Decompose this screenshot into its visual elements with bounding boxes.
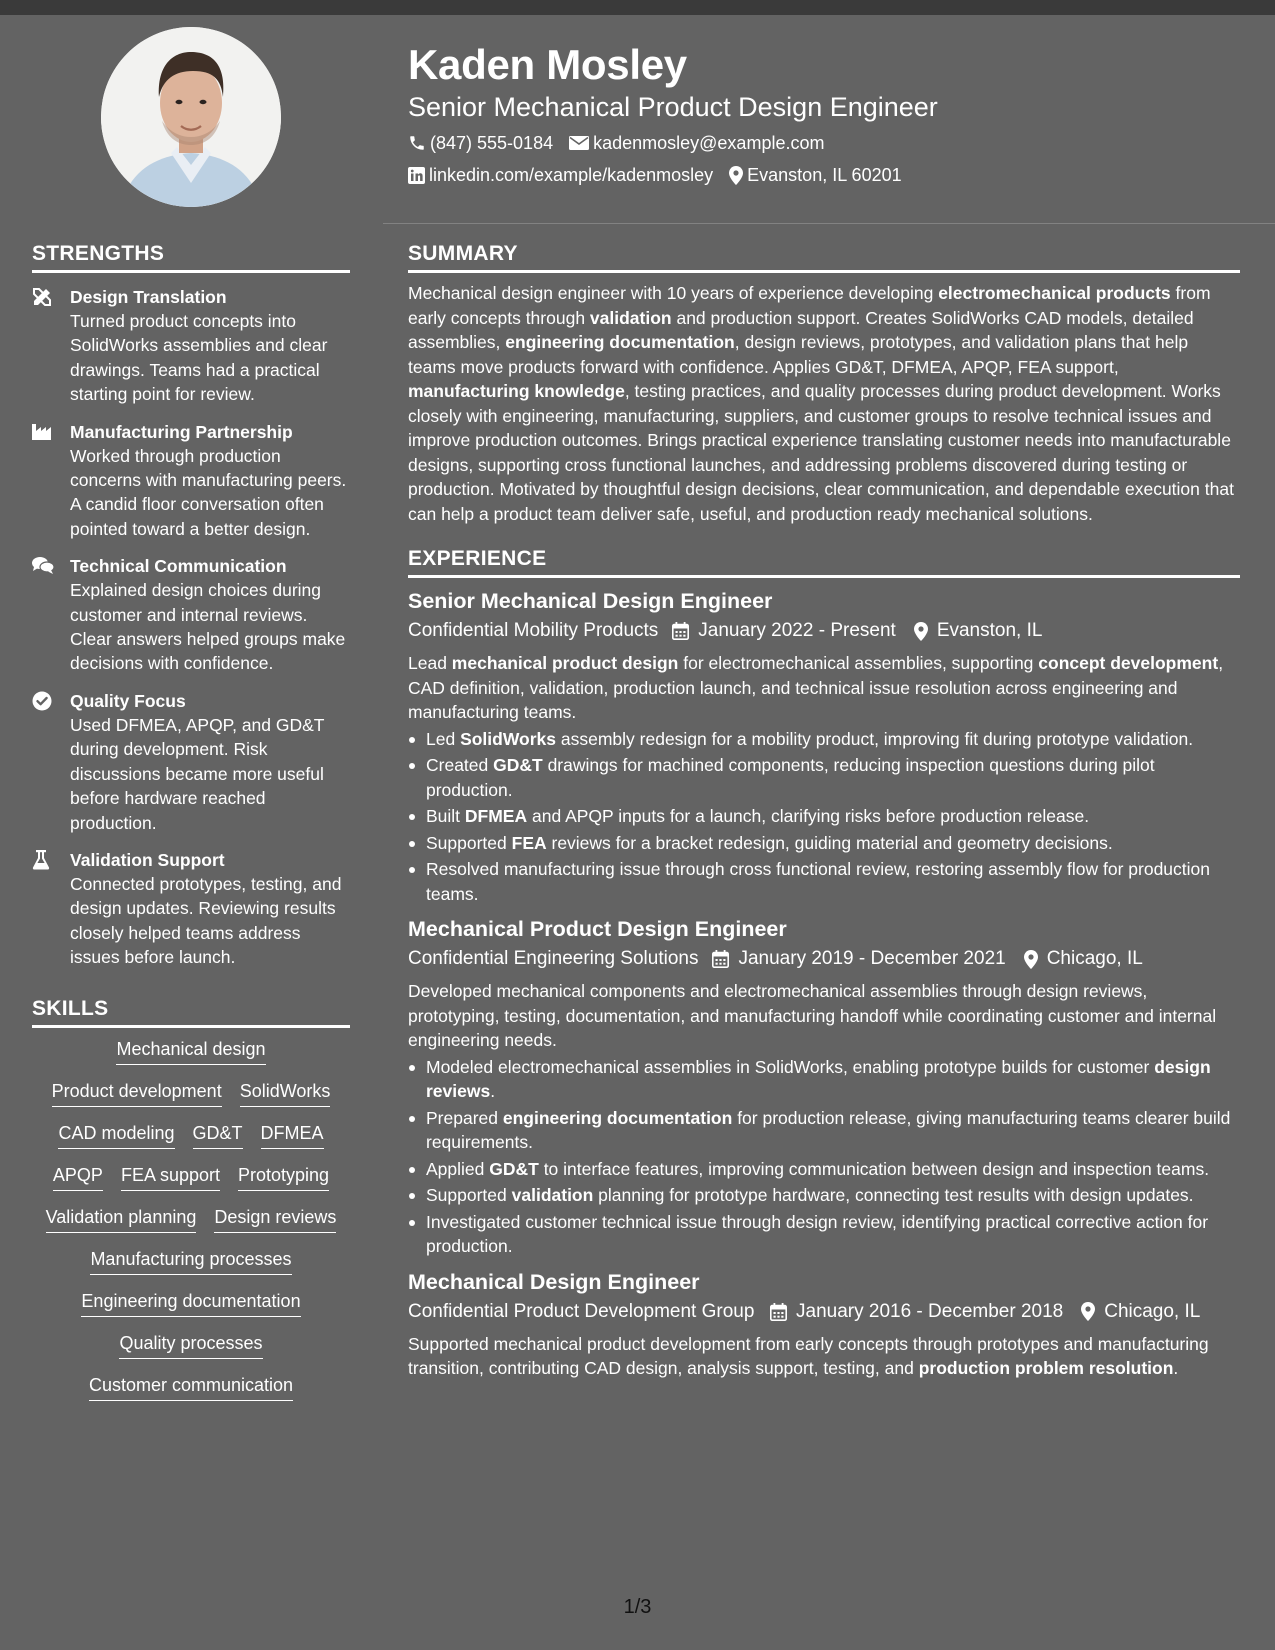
bold-text-run: GD&T — [489, 1158, 539, 1179]
job-description — [408, 979, 1240, 1053]
job-bullet — [408, 1210, 1240, 1259]
calendar-icon — [672, 622, 689, 640]
bold-text-run: GD&T — [493, 755, 543, 775]
job-dates — [770, 1299, 1063, 1325]
text-run: from early concepts through — [408, 283, 1211, 328]
phone-icon — [408, 134, 426, 152]
strength-description: Used DFMEA, APQP, and GD&T during development. Risk discussions became more useful before hardware reached production. — [70, 714, 325, 833]
skill-tag: FEA support — [121, 1164, 220, 1191]
strength-description: Connected prototypes, testing, and design updates. Reviewing results closely helped teams address issues before launch. — [70, 873, 342, 968]
text-run: , CAD definition, validation, production launch, and technical issue resolution across engineering and manufacturing teams. — [408, 653, 1224, 722]
strengths-list — [32, 285, 350, 970]
linkedin-icon — [408, 167, 425, 184]
job-location — [1081, 1299, 1200, 1325]
skill-row — [32, 1038, 350, 1065]
job-entry — [408, 914, 1240, 1259]
left-column — [32, 241, 350, 1416]
map-pin-icon — [1081, 1302, 1095, 1321]
linkedin-text: linkedin.com/example/kadenmosley — [429, 165, 714, 185]
strength-item — [32, 689, 350, 835]
job-location-text: Chicago, IL — [1104, 1300, 1201, 1322]
skill-tag: Product development — [52, 1080, 222, 1107]
skill-tag: CAD modeling — [58, 1122, 174, 1149]
factory-icon — [32, 422, 52, 440]
job-meta — [408, 1299, 1240, 1325]
skill-tag: APQP — [53, 1164, 103, 1191]
job-bullets — [408, 1055, 1240, 1259]
skill-row — [32, 1122, 350, 1149]
job-bullet — [408, 804, 1240, 829]
skills-heading: SKILLS — [32, 996, 350, 1028]
job-bullet — [408, 857, 1240, 906]
job-description — [408, 1332, 1240, 1381]
skills-list — [32, 1038, 350, 1401]
job-bullet — [408, 1055, 1240, 1104]
pencil-ruler-icon — [32, 287, 52, 307]
bold-text-run: engineering documentation — [502, 1107, 733, 1128]
text-run: , testing practices, and quality processes during product development. Works closely with engineering, manufacturing, suppliers, and customer groups to resolve technical issues and improve production outcomes. Brings practical experience translating customer needs into manufacturable designs, supporting cross functional launches, and addressing problems discovered during testing or production. Motivated by thoughtful design decisions, clear communication, and dependable execution that can help a product team deliver safe, useful, and production ready mechanical solutions. — [408, 381, 1234, 524]
bold-text-run: electromechanical products — [938, 283, 1171, 303]
text-run: Mechanical design engineer with 10 years of experience developing — [408, 283, 939, 303]
text-run: Created — [426, 755, 494, 775]
phone-text: (847) 555-0184 — [430, 133, 554, 153]
skill-row — [32, 1080, 350, 1107]
strength-description: Worked through production concerns with manufacturing peers. A candid floor conversation often pointed toward a better design. — [70, 445, 347, 539]
job-bullets — [408, 727, 1240, 907]
skill-row — [32, 1374, 350, 1401]
strength-title: Manufacturing Partnership — [70, 421, 293, 442]
skill-row — [32, 1332, 350, 1359]
bold-text-run: manufacturing knowledge — [408, 381, 625, 401]
text-run: Resolved manufacturing issue through cross functional review, restoring assembly flow for production teams. — [426, 859, 1210, 904]
job-company: Confidential Engineering Solutions — [408, 948, 699, 969]
text-run: . — [490, 1081, 496, 1101]
text-run: and APQP inputs for a launch, clarifying risks before production release. — [527, 806, 1090, 826]
bold-text-run: design reviews — [426, 1056, 1211, 1101]
text-run: drawings for machined components, reducing inspection questions during pilot production. — [426, 755, 1155, 800]
job-company: Confidential Mobility Products — [408, 620, 659, 641]
job-bullet — [408, 753, 1240, 802]
bold-text-run: validation — [511, 1185, 594, 1205]
skill-tag: SolidWorks — [240, 1080, 331, 1107]
profile-photo — [101, 27, 281, 207]
bold-text-run: engineering documentation — [505, 332, 735, 352]
job-dates-text: January 2016 - December 2018 — [796, 1300, 1064, 1322]
text-run: to interface features, improving communication between design and inspection teams. — [538, 1158, 1210, 1179]
strength-title: Design Translation — [70, 287, 227, 307]
strength-item — [32, 848, 350, 970]
text-run: Lead — [408, 653, 452, 673]
calendar-icon — [770, 1303, 787, 1321]
skill-row — [32, 1248, 350, 1275]
job-title: Senior Mechanical Design Engineer — [408, 589, 773, 613]
envelope-icon — [569, 135, 589, 151]
strength-description: Turned product concepts into SolidWorks assemblies and clear drawings. Teams had a practical starting point for review. — [70, 311, 328, 405]
resume-header — [408, 40, 1248, 186]
page-number: 1/3 — [623, 1596, 652, 1618]
flask-icon — [32, 850, 50, 870]
bold-text-run: FEA — [511, 832, 547, 853]
job-title: Mechanical Design Engineer — [408, 1269, 700, 1294]
skill-row — [32, 1290, 350, 1317]
job-meta — [408, 618, 1240, 644]
strength-item — [32, 285, 350, 407]
bold-text-run: SolidWorks — [460, 728, 557, 749]
text-run: Built — [426, 806, 465, 826]
map-pin-icon — [914, 622, 928, 641]
candidate-name: Kaden Mosley — [408, 41, 687, 88]
strengths-heading: STRENGTHS — [32, 241, 350, 273]
skill-tag: GD&T — [193, 1122, 243, 1149]
map-pin-icon — [1024, 950, 1038, 969]
job-dates-text: January 2022 - Present — [698, 620, 896, 641]
skill-row — [32, 1206, 350, 1233]
experience-list — [408, 586, 1240, 1381]
text-run: Supported mechanical product development from early concepts through prototypes and manufacturing transition, contributing CAD design, analysis support, testing, and — [408, 1333, 1209, 1378]
job-entry — [408, 586, 1240, 906]
skill-tag: Prototyping — [238, 1164, 329, 1191]
email-contact[interactable] — [569, 132, 824, 154]
job-company: Confidential Product Development Group — [408, 1300, 755, 1322]
strength-title: Technical Communication — [70, 556, 287, 577]
text-run: Developed mechanical components and electromechanical assemblies through design reviews, prototyping, testing, documentation, and manufacturing handoff while coordinating customer and internal engineering needs. — [408, 981, 1217, 1050]
text-run: for production release, giving manufacturing teams clearer build requirements. — [426, 1107, 1231, 1152]
skill-tag: Mechanical design — [116, 1038, 265, 1065]
header-divider — [383, 223, 1275, 224]
skill-tag: Customer communication — [89, 1374, 293, 1401]
job-entry — [408, 1267, 1240, 1381]
text-run: reviews for a bracket redesign, guiding material and geometry decisions. — [546, 832, 1113, 853]
skill-tag: Quality processes — [119, 1332, 262, 1359]
text-run: Prepared — [426, 1107, 503, 1128]
job-bullet — [408, 831, 1240, 856]
chat-bubbles-icon — [32, 556, 54, 574]
job-location-text: Evanston, IL — [936, 620, 1043, 641]
bold-text-run: DFMEA — [464, 806, 528, 826]
bold-text-run: mechanical product design — [451, 653, 679, 673]
email-text: kadenmosley@example.com — [593, 133, 825, 153]
job-bullet — [408, 1183, 1240, 1208]
job-meta — [408, 946, 1240, 972]
bold-text-run: concept development — [1038, 653, 1219, 673]
top-bar — [0, 0, 1275, 15]
job-dates — [712, 946, 1005, 972]
skill-tag: Validation planning — [46, 1206, 197, 1233]
summary-text — [408, 281, 1240, 526]
job-dates-text: January 2019 - December 2021 — [738, 948, 1006, 969]
location-contact — [729, 164, 901, 186]
job-location — [1024, 946, 1143, 972]
skill-tag: DFMEA — [261, 1122, 324, 1149]
text-run: and production support. Creates SolidWorks CAD models, detailed assemblies, — [408, 307, 1194, 352]
job-location-text: Chicago, IL — [1046, 948, 1143, 969]
job-location — [914, 618, 1043, 644]
location-text: Evanston, IL 60201 — [747, 165, 902, 185]
summary-heading: SUMMARY — [408, 241, 1240, 273]
text-run: planning for prototype hardware, connecting test results with design updates. — [593, 1185, 1194, 1205]
map-pin-icon — [729, 166, 743, 185]
text-run: , design reviews, prototypes, and validation plans that help teams move products forward with confidence. Applies GD&T, DFMEA, APQP, FEA support, — [408, 332, 1189, 377]
text-run: Supported — [426, 832, 512, 853]
check-circle-icon — [32, 691, 52, 711]
strength-item — [32, 554, 350, 676]
text-run: . — [1173, 1358, 1179, 1378]
text-run: Investigated customer technical issue through design review, identifying practical corrective action for production. — [426, 1211, 1209, 1256]
main-column — [408, 241, 1240, 1381]
text-run: assembly redesign for a mobility product, improving fit during prototype validation. — [556, 728, 1194, 749]
phone-contact[interactable] — [408, 132, 553, 154]
text-run: Led — [426, 728, 461, 749]
job-bullet — [408, 1106, 1240, 1155]
skill-tag: Design reviews — [214, 1206, 336, 1233]
text-run: Modeled electromechanical assemblies in SolidWorks, enabling prototype builds for customer — [426, 1056, 1155, 1077]
bold-text-run: validation — [589, 307, 672, 328]
text-run: Applied — [426, 1158, 490, 1179]
strength-title: Validation Support — [70, 849, 225, 870]
text-run: Supported — [426, 1185, 512, 1205]
experience-heading: EXPERIENCE — [408, 546, 1240, 578]
job-bullet — [408, 727, 1240, 752]
job-description — [408, 651, 1240, 725]
strength-title: Quality Focus — [70, 690, 186, 711]
candidate-title: Senior Mechanical Product Design Engineer — [408, 92, 938, 122]
bold-text-run: production problem resolution — [918, 1358, 1174, 1378]
job-bullet — [408, 1157, 1240, 1182]
strength-item — [32, 420, 350, 542]
skill-tag: Manufacturing processes — [90, 1248, 291, 1275]
skill-tag: Engineering documentation — [81, 1290, 300, 1317]
text-run: for electromechanical assemblies, supporting — [678, 653, 1039, 673]
job-dates — [672, 618, 896, 644]
calendar-icon — [712, 950, 729, 968]
skill-row — [32, 1164, 350, 1191]
linkedin-contact[interactable] — [408, 164, 713, 186]
strength-description: Explained design choices during customer and internal reviews. Clear answers helped groups make decisions with confidence. — [70, 580, 346, 674]
job-title: Mechanical Product Design Engineer — [408, 917, 787, 941]
